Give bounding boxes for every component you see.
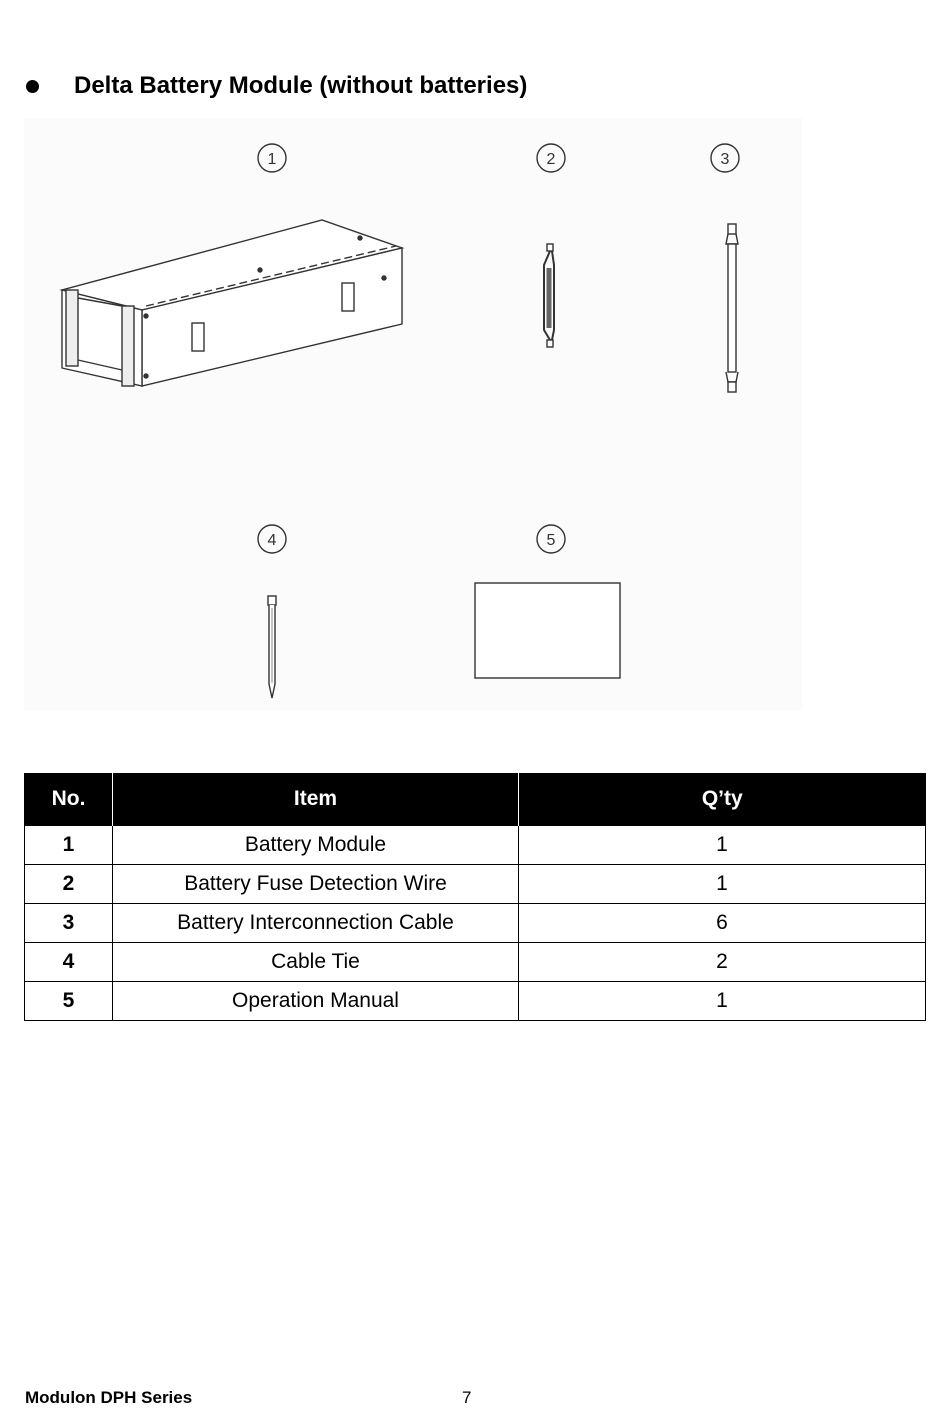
callout-5	[537, 525, 565, 553]
cell-item: Cable Tie	[113, 943, 519, 982]
operation-manual-drawing	[475, 583, 620, 678]
svg-text:2: 2	[546, 151, 556, 168]
column-header-no: No.	[25, 773, 113, 826]
table-row	[25, 904, 926, 943]
cell-qty: 1	[519, 982, 926, 1021]
cell-qty: 1	[519, 826, 926, 865]
cell-item: Battery Interconnection Cable	[113, 904, 519, 943]
cell-no: 3	[25, 904, 113, 943]
cell-item: Operation Manual	[113, 982, 519, 1021]
section-heading-row	[25, 68, 527, 104]
section-heading: Delta Battery Module (without batteries)	[74, 72, 528, 99]
footer-series-name: Modulon DPH Series	[25, 1388, 193, 1407]
cell-item: Battery Fuse Detection Wire	[113, 865, 519, 904]
svg-text:4: 4	[267, 532, 277, 549]
parts-table	[24, 773, 926, 1021]
table-row	[25, 826, 926, 865]
callout-2	[537, 144, 565, 172]
svg-text:5: 5	[546, 532, 556, 549]
cell-qty: 1	[519, 865, 926, 904]
callout-3	[711, 144, 739, 172]
table-header-row	[25, 773, 926, 826]
cell-qty: 2	[519, 943, 926, 982]
cell-no: 2	[25, 865, 113, 904]
bullet-icon	[26, 80, 39, 93]
table-row	[25, 943, 926, 982]
table-row	[25, 982, 926, 1021]
footer-page-number: 7	[462, 1388, 472, 1407]
column-header-qty: Q’ty	[519, 773, 926, 826]
cell-no: 4	[25, 943, 113, 982]
column-header-item: Item	[113, 773, 519, 826]
cell-no: 5	[25, 982, 113, 1021]
interconnection-cable-drawing	[726, 224, 738, 392]
cell-qty: 6	[519, 904, 926, 943]
fuse-detection-wire-drawing	[544, 244, 554, 347]
cable-tie-drawing	[268, 596, 276, 698]
callout-1	[258, 144, 286, 172]
svg-text:1: 1	[267, 151, 277, 168]
cell-no: 1	[25, 826, 113, 865]
cell-item: Battery Module	[113, 826, 519, 865]
callout-4	[258, 525, 286, 553]
parts-illustration	[24, 118, 802, 710]
table-row	[25, 865, 926, 904]
svg-text:3: 3	[720, 151, 730, 168]
battery-module-drawing	[62, 220, 402, 386]
